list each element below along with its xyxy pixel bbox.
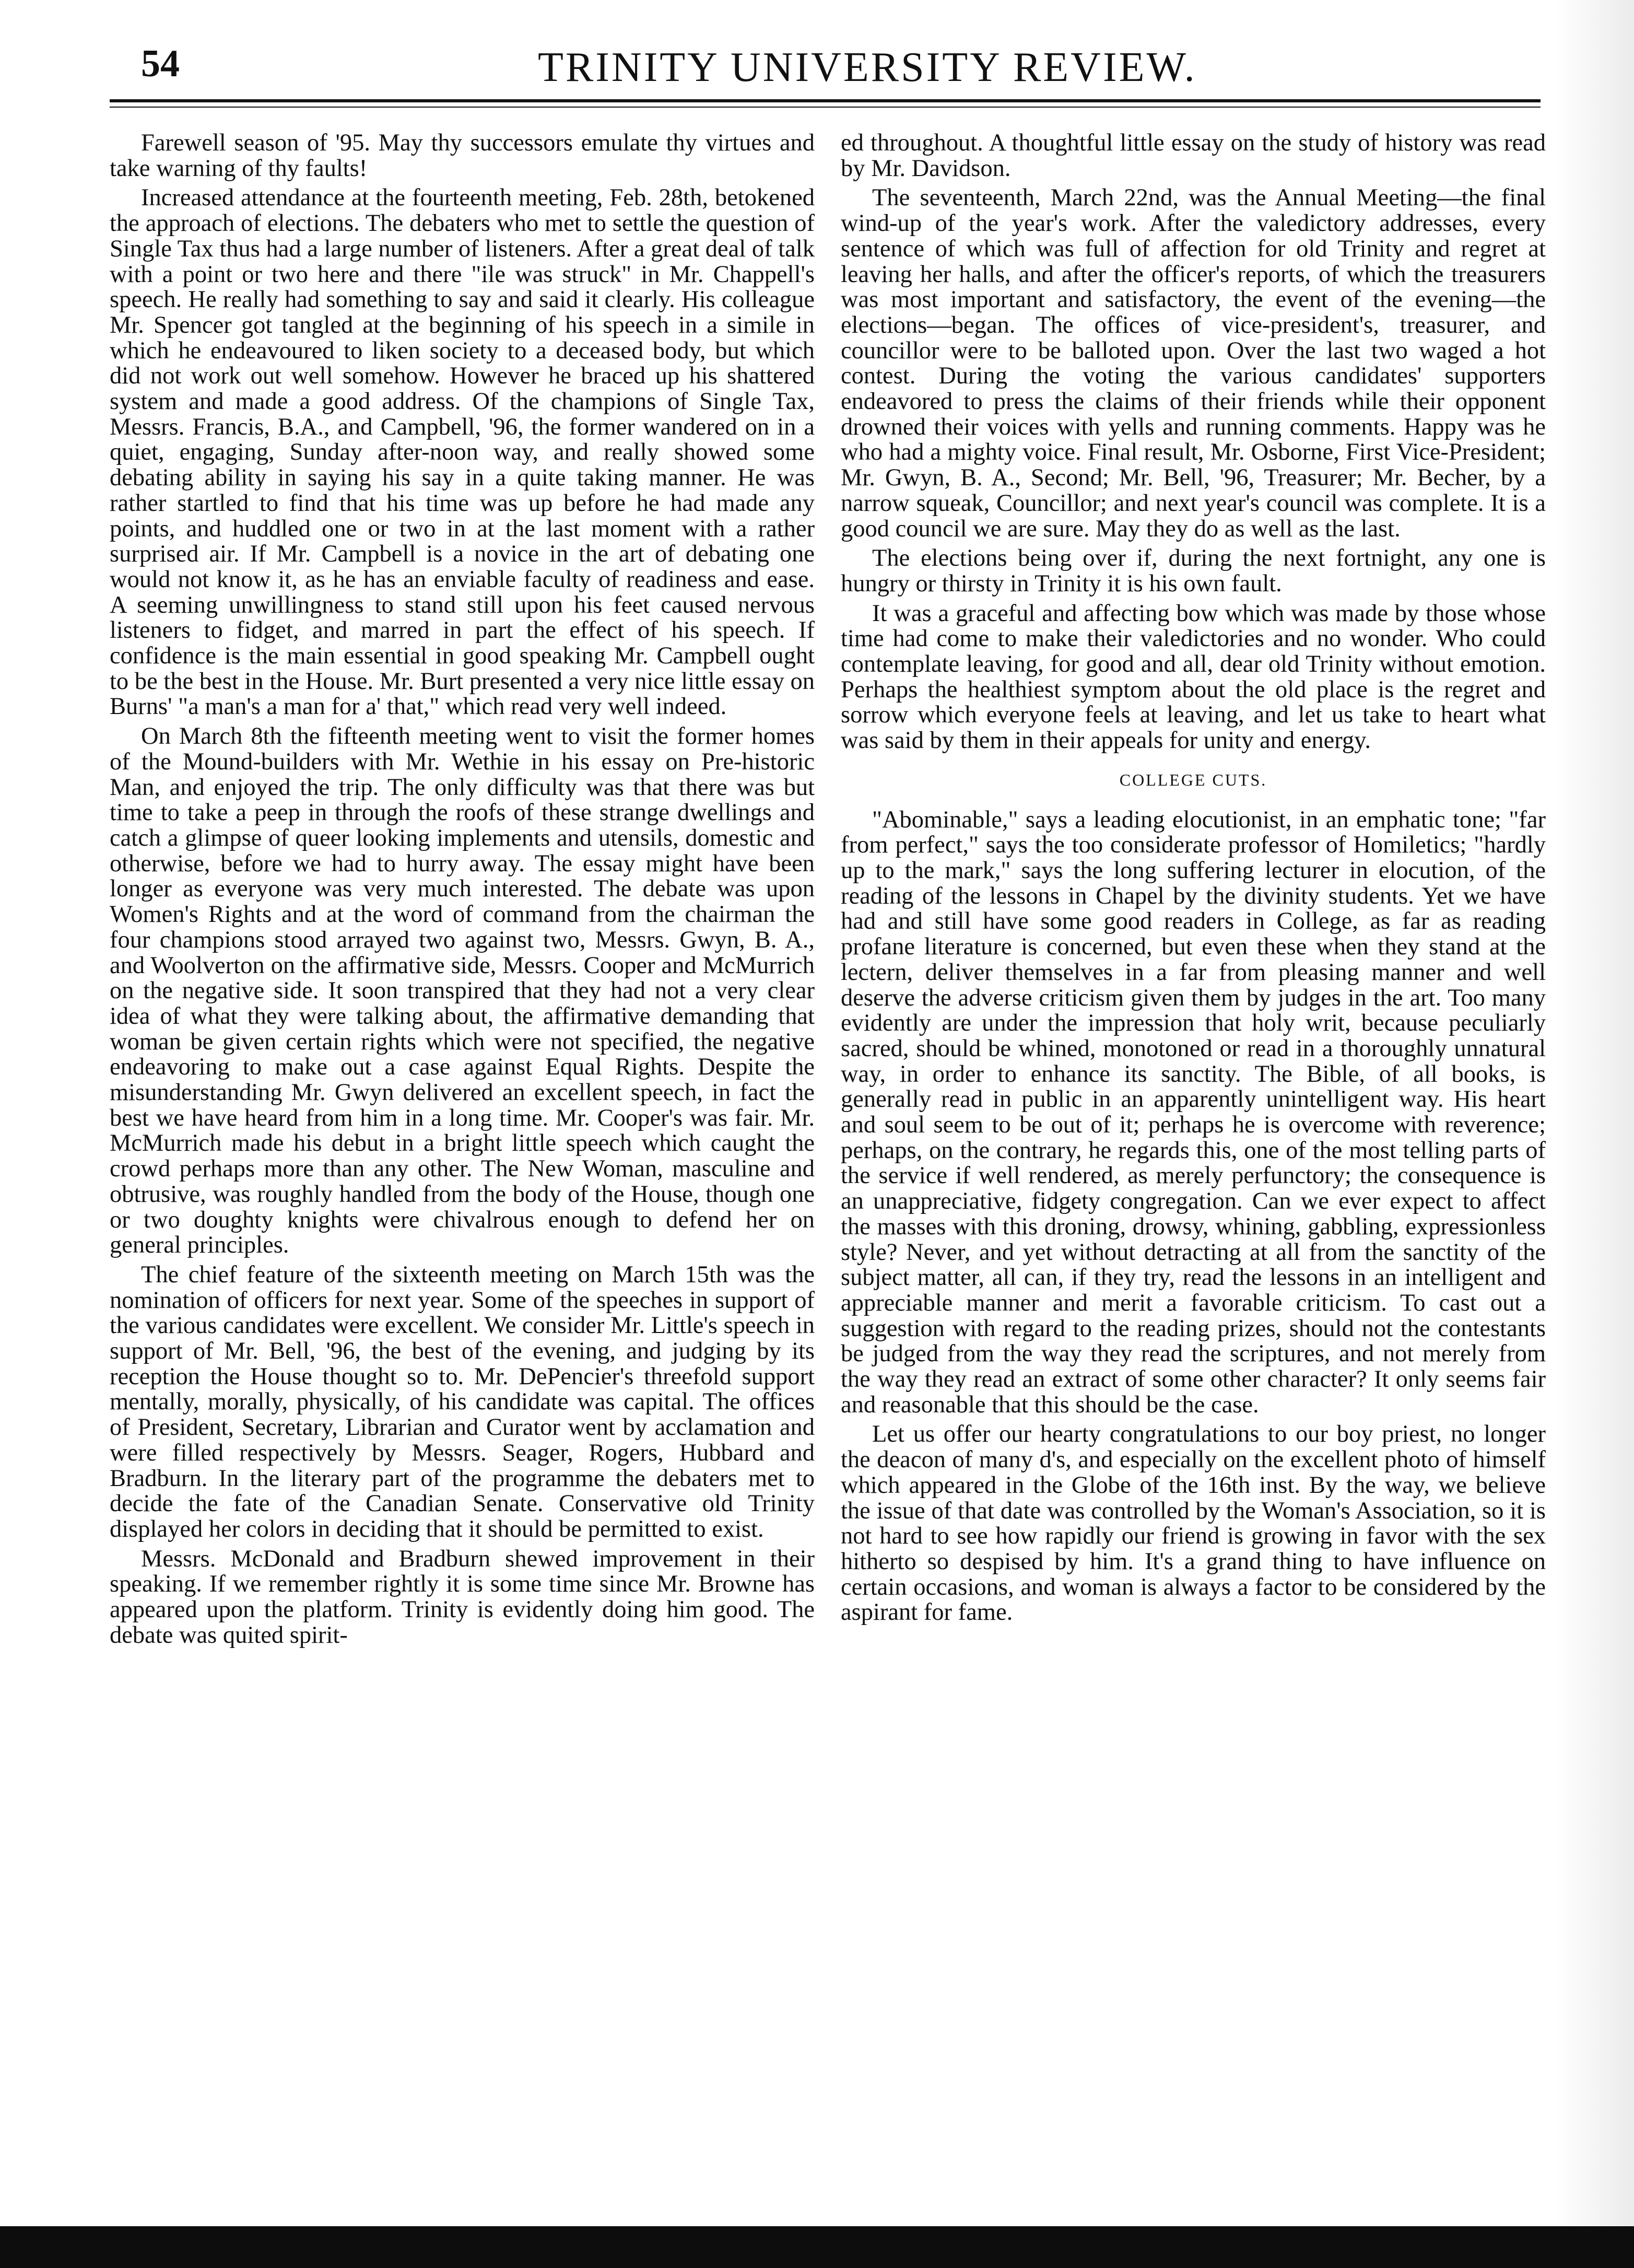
header-rule-thin — [110, 107, 1541, 108]
scan-bottom-border — [0, 2226, 1634, 2268]
paragraph: The seventeenth, March 22nd, was the Annual Meeting—the final wind-up of the year's work. After the valedictory addresses, every sentence of which was full of affection for old Trinity and regret at leaving her halls, and after the officer's reports, of which the treasurers was most important and satisfactory, the event of the evening—the elections—began. The offices of vice-president's, treasurer, and councillor were to be balloted upon. Over the last two waged a hot contest. During the voting the various candidates' supporters endeavored to press the claims of their friends while their opponent drowned their voices with yells and running comments. Happy was he who had a mighty voice. Final result, Mr. Osborne, First Vice-President; Mr. Gwyn, B. A., Second; Mr. Bell, '96, Treasurer; Mr. Becher, by a narrow squeak, Councillor; and next year's council was complete. It is a good council we are sure. May they do as well as the last. — [841, 184, 1546, 542]
right-column — [841, 131, 1546, 2220]
page-number: 54 — [141, 42, 180, 85]
paragraph: The chief feature of the sixteenth meeting on March 15th was the nomination of officers for next year. Some of the speeches in support of the various candidates were excellent. We consider Mr. Little's speech in support of Mr. Bell, '96, the best of the evening, and judging by its reception the House thought so to. Mr. DePencier's threefold support mentally, morally, physically, of his candidate was capital. The offices of President, Secretary, Librarian and Curator went by acclamation and were filled respectively by Messrs. Seager, Rogers, Hubbard and Bradburn. In the literary part of the programme the debaters met to decide the fate of the Canadian Senate. Conservative old Trinity displayed her colors in deciding that it should be permitted to exist. — [110, 1261, 815, 1542]
paragraph: Let us offer our hearty congratulations to our boy priest, no longer the deacon of many d's, and especially on the excellent photo of himself which appeared in the Globe of the 16th inst. By the way, we believe the issue of that date was controlled by the Woman's Association, so it is not hard to see how rapidly our friend is growing in favor with the sex hitherto so despised by him. It's a grand thing to have influence on certain occasions, and woman is always a factor to be considered by the aspirant for fame. — [841, 1421, 1546, 1626]
paragraph: ed throughout. A thoughtful little essay on the study of history was read by Mr. Davidson. — [841, 131, 1546, 182]
paragraph: "Abominable," says a leading elocutionist, in an emphatic tone; "far from perfect," says the too considerate professor of Homiletics; "hardly up to the mark," says the long suffering lecturer in elocution, of the reading of the lessons in Chapel by the divinity students. Yet we have had and still have some good readers in College, as far as reading profane literature is concerned, but even these when they stand at the lectern, deliver themselves in a far from pleasing manner and well deserve the adverse criticism given them by judges in the art. Too many evidently are under the impression that holy writ, because peculiarly sacred, should be whined, monotoned or read in a thoroughly unnatural way, in order to enhance its sanctity. The Bible, of all books, is generally read in public in an apparently unintelligent way. His heart and soul seem to be out of it; perhaps he is overcome with reverence; perhaps, on the contrary, he regards this, one of the most telling parts of the service if well rendered, as merely perfunctory; the consequence is an unappreciative, fidgety congregation. Can we ever expect to affect the masses with this droning, drowsy, whining, gabbling, expressionless style? Never, and yet without detracting at all from the sanctity of the subject matter, all can, if they try, read the lessons in an intelligent and appreciable manner and merit a favorable criticism. To cast out a suggestion with regard to the reading prizes, should not the contestants be judged from the way they read the scriptures, and not merely from the way they read an extract of some other character? It only seems fair and reasonable that this should be the case. — [841, 806, 1546, 1418]
page-edge-shadow — [1556, 0, 1634, 2268]
paragraph: It was a graceful and affecting bow which was made by those whose time had come to make their valedictories and no wonder. Who could contemplate leaving, for good and all, dear old Trinity without emotion. Perhaps the healthiest symptom about the old place is the regret and sorrow which everyone feels at leaving, and let us take to heart what was said by them in their appeals for unity and energy. — [841, 600, 1546, 754]
running-title: TRINITY UNIVERSITY REVIEW. — [538, 44, 1197, 90]
section-heading: COLLEGE CUTS. — [1119, 770, 1267, 789]
left-column — [110, 131, 815, 2220]
page-header — [110, 37, 1541, 94]
paragraph: On March 8th the fifteenth meeting went to visit the former homes of the Mound-builders with Mr. Wethie in his essay on Pre-historic Man, and enjoyed the trip. The only difficulty was that there was but time to take a peep in through the roofs of these strange dwellings and catch a glimpse of queer looking implements and utensils, domestic and otherwise, before we had to hurry away. The essay might have been longer as everyone was very much interested. The debate was upon Women's Rights and at the word of command from the chairman the four champions stood arrayed two against two, Messrs. Gwyn, B. A., and Woolverton on the affirmative side, Messrs. Cooper and McMurrich on the negative side. It soon transpired that they had not a very clear idea of what they were talking about, the affirmative demanding that woman be given certain rights which were not specified, the negative endeavoring to make out a case against Equal Rights. Despite the misunderstanding Mr. Gwyn delivered an excellent speech, in fact the best we have heard from him in a long time. Mr. Cooper's was fair. Mr. McMurrich made his debut in a bright little speech which caught the crowd perhaps more than any other. The New Woman, masculine and obtrusive, was roughly handled from the body of the House, though one or two doughty knights were chivalrous enough to defend her on general principles. — [110, 723, 815, 1259]
paragraph: The elections being over if, during the next fortnight, any one is hungry or thirsty in Trinity it is his own fault. — [841, 545, 1546, 597]
paragraph: Farewell season of '95. May thy successors emulate thy virtues and take warning of thy faults! — [110, 131, 815, 182]
paragraph: Increased attendance at the fourteenth meeting, Feb. 28th, betokened the approach of elections. The debaters who met to settle the question of Single Tax thus had a large number of listeners. After a great deal of talk with a point or two here and there "ile was struck" in Mr. Chappell's speech. He really had something to say and said it clearly. His colleague Mr. Spencer got tangled at the beginning of his speech in a simile in which he endeavoured to liken society to a deceased body, but which did not work out well somehow. However he braced up his shattered system and made a good address. Of the champions of Single Tax, Messrs. Francis, B.A., and Campbell, '96, the former wandered on in a quiet, engaging, Sunday after-noon way, and really showed some debating ability in saying his say in a quite taking manner. He was rather startled to find that his time was up before he had made any points, and huddled one or two in at the last moment with a rather surprised air. If Mr. Campbell is a novice in the art of debating one would not know it, as he has an enviable faculty of readiness and ease. A seeming unwillingness to stand still upon his feet caused nervous listeners to fidget, and marred in part the effect of his speech. If confidence is the main essential in good speaking Mr. Campbell ought to be the best in the House. Mr. Burt presented a very nice little essay on Burns' "a man's a man for a' that," which read very well indeed. — [110, 184, 815, 720]
header-rule — [110, 99, 1541, 102]
paragraph: Messrs. McDonald and Bradburn shewed improvement in their speaking. If we remember rightly it is some time since Mr. Browne has appeared upon the platform. Trinity is evidently doing him good. The debate was quited spirit- — [110, 1545, 815, 1649]
